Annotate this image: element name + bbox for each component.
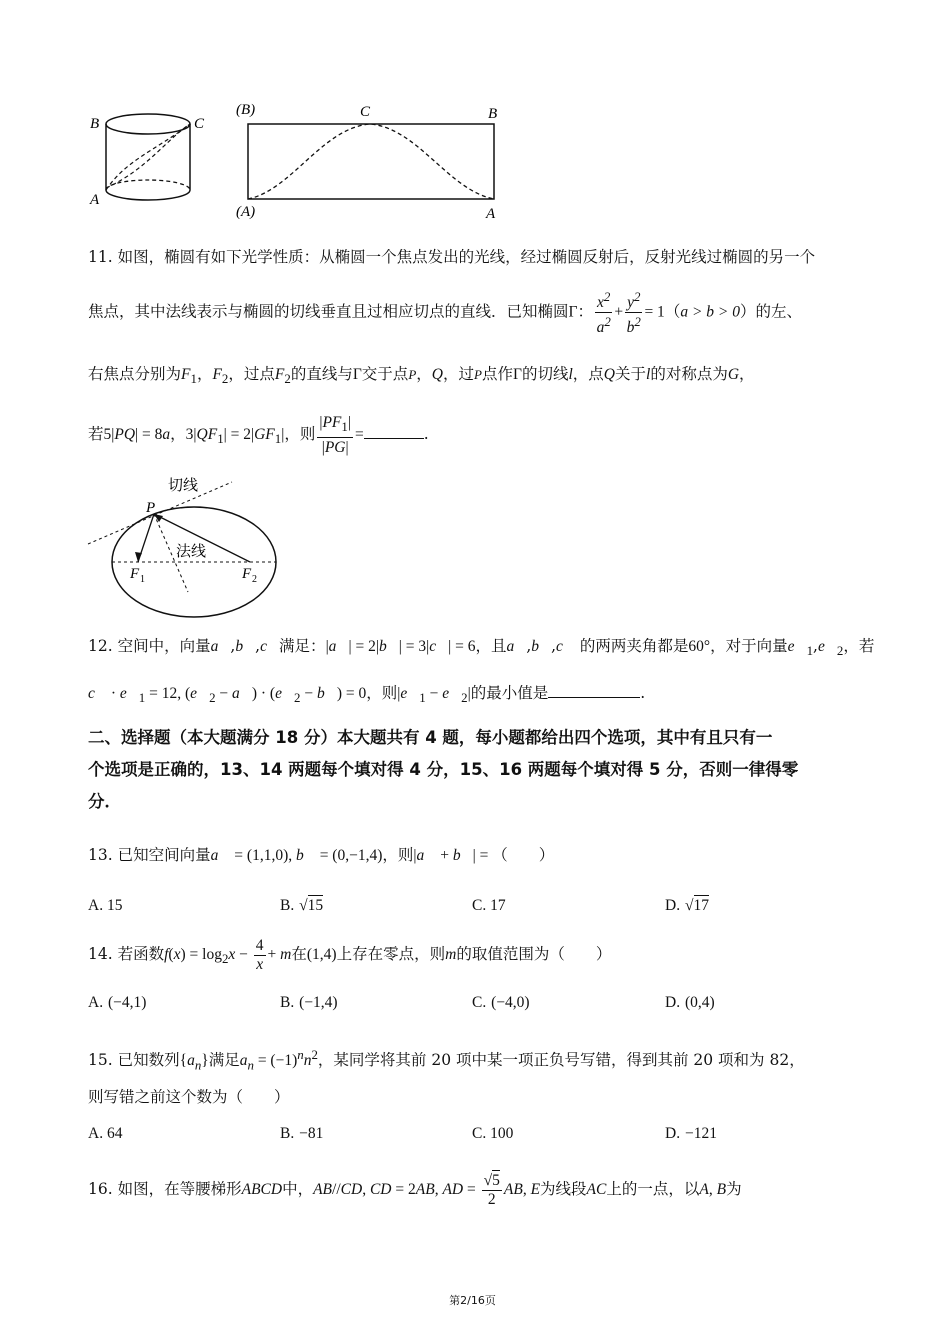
rect-label-a: A	[486, 206, 496, 222]
q15-option-a[interactable]: A. 64	[88, 1125, 123, 1142]
rect-label-a-paren: (A)	[236, 204, 256, 220]
q15-option-d[interactable]: D. −121	[665, 1125, 718, 1142]
svg-text:2: 2	[252, 574, 257, 585]
q11-line4: 若5|PQ| = 8a，$3|QF_1| = 2|GF_1|$，则 $\frac{|PF_1|}{|PG|}$ = .	[88, 414, 429, 456]
point-p-label: P	[146, 500, 156, 516]
cylinder-figure	[86, 100, 216, 215]
q15-option-c[interactable]: C. 100	[472, 1125, 514, 1142]
ellipse-figure	[84, 466, 284, 626]
q11-line3: 右焦点分别为$F_1$，$F_2$，过点$F_2$的直线与Γ交于点P，Q，过P点作Γ的切线l，点Q关于l的对称点为G，	[88, 365, 755, 387]
q11-number: 11.	[88, 248, 113, 266]
q12-line1: 12. 空间中，向量a⃗,b⃗,c⃗满足：|a⃗| = 2|b⃗| = 3|c⃗| = 6，且a⃗,b⃗,c⃗ 的两两夹角都是60°，对于向量$e⃗_1,e⃗_2$，若	[88, 637, 875, 659]
tangent-label: 切线	[168, 478, 199, 494]
svg-text:1: 1	[140, 574, 145, 585]
q14-option-b[interactable]: B. (−1,4)	[280, 994, 338, 1011]
rect-label-b: B	[488, 106, 498, 122]
q13-option-a[interactable]: A. 15	[88, 897, 123, 914]
ellipse-eq-y: $\frac{y^2}{b^2}$	[626, 289, 641, 337]
q15-number: 15.	[88, 1051, 113, 1070]
q11-line2: 焦点，其中法线表示与椭圆的切线垂直且过相应切点的直线．已知椭圆Γ： $\frac{x^2}{a^2}$ + $\frac{y^2}{b^2}$ = 1（a > b > 0）的左、	[88, 289, 803, 337]
unrolled-figure	[232, 98, 512, 223]
focus-f1-label: F	[130, 566, 140, 582]
q15-option-b[interactable]: B. −81	[280, 1125, 324, 1142]
cyl-label-c: C	[194, 116, 205, 132]
page-footer: 第2/16页	[449, 1294, 496, 1307]
q14-option-a[interactable]: A. (−4,1)	[88, 994, 147, 1011]
cyl-label-a: A	[90, 192, 100, 208]
q16-number: 16.	[88, 1180, 113, 1198]
q13-option-d[interactable]: D. √17	[665, 897, 710, 914]
q14-stem: 14. 若函数$f(x) = \log_2x$ − $\frac{4}{x}$ + m在(1,4)上存在零点，则m的取值范围为（ ）	[88, 936, 612, 973]
ellipse-eq-x: $\frac{x^2}{a^2}$	[596, 289, 611, 337]
q14-option-d[interactable]: D. (0,4)	[665, 994, 715, 1011]
q16-stem: 16. 如图，在等腰梯形ABCD中，AB//CD, CD = 2AB, AD = $\frac{√5}{2}$ AB, E为线段AC上的一点，以A, B为	[88, 1171, 742, 1208]
q12-answer-blank[interactable]	[548, 681, 640, 698]
q12-line2: c⃗ · $e⃗_1 = 12$, ($e⃗_2$ − a⃗) · ($e⃗_2$ − b⃗) = 0，则$|e⃗_1$ − $e⃗_2|$的最小值是 .	[88, 681, 645, 710]
q13-stem: 13. 已知空间向量a⃗ = (1,1,0), b⃗ = (0,−1,4)，则|a⃗ + b⃗| = （ ）	[88, 846, 555, 864]
q15-line2: 则写错之前这个数为（ ）	[88, 1088, 290, 1106]
ratio-fraction: $\frac{|PF_1|}{|PG|}$	[319, 414, 351, 456]
rect-label-c: C	[360, 104, 371, 120]
q12-number: 12.	[88, 637, 113, 655]
normal-label: 法线	[176, 544, 207, 560]
q13-option-c[interactable]: C. 17	[472, 897, 506, 914]
q15-line1: 15. 已知数列$\{a_n\}$满足$a_n = (-1)^nn^2$，某同学将其前 20 项中某一项正负号写错，得到其前 20 项和为 82，	[88, 1047, 805, 1073]
rect-label-b-paren: (B)	[236, 102, 256, 118]
q13-option-b[interactable]: B. √15	[280, 897, 324, 914]
q14-number: 14.	[88, 945, 113, 963]
q14-option-c[interactable]: C. (−4,0)	[472, 994, 530, 1011]
focus-f2-label: F	[242, 566, 252, 582]
q11-answer-blank[interactable]	[364, 422, 424, 439]
section2-header: 二、选择题（本大题满分 18 分）本大题共有 4 题，每小题都给出四个选项，其中有且只有一 个选项是正确的，13、14 两题每个填对得 4 分，15、16 两题每个填对得 5 分，否则一律得零 分．	[88, 728, 799, 811]
q11-line1: 11. 如图，椭圆有如下光学性质：从椭圆一个焦点发出的光线，经过椭圆反射后，反射光线过椭圆的另一个	[88, 248, 816, 266]
q13-number: 13.	[88, 846, 113, 864]
cyl-label-b: B	[90, 116, 100, 132]
